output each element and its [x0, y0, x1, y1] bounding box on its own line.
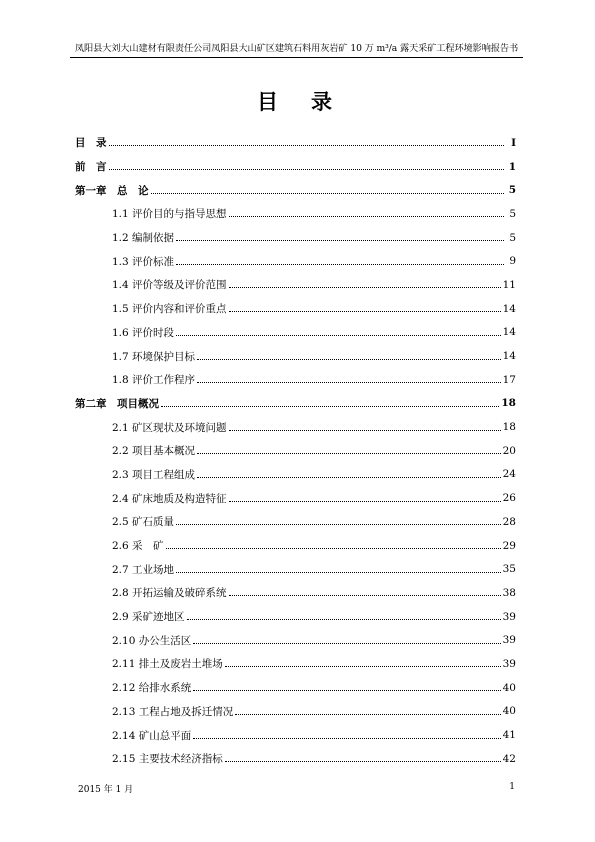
- toc-entry-label: 1.7 环境保护目标: [112, 350, 196, 363]
- toc-entry[interactable]: [75, 368, 516, 392]
- toc-entry[interactable]: [75, 676, 516, 700]
- dot-leader: [225, 666, 501, 667]
- dot-leader: [176, 264, 504, 265]
- toc-entry-page: 18: [501, 397, 516, 410]
- dot-leader: [176, 572, 501, 573]
- dot-leader: [229, 287, 501, 288]
- dot-leader: [187, 619, 501, 620]
- toc-entry-page: 5: [509, 231, 516, 244]
- toc-entry[interactable]: [75, 392, 516, 416]
- toc-entry-label: 2.4 矿床地质及构造特征: [112, 492, 227, 505]
- toc-entry-page: 20: [502, 444, 516, 457]
- toc-entry[interactable]: [75, 628, 516, 652]
- toc-entry-label: 1.3 评价标准: [112, 255, 175, 268]
- toc-entry[interactable]: [75, 415, 516, 439]
- dot-leader: [197, 382, 501, 383]
- toc-entry-label: 1.2 编制依据: [112, 232, 175, 245]
- toc-entry-page: 40: [502, 705, 516, 718]
- toc-entry-page: 5: [509, 207, 516, 220]
- footer-date: 2015 年 1 月: [78, 785, 134, 795]
- dot-leader: [151, 193, 505, 194]
- toc-entry-page: 24: [502, 468, 516, 481]
- dot-leader: [229, 311, 501, 312]
- toc-entry-page: 28: [502, 515, 516, 528]
- dot-leader: [176, 335, 501, 336]
- toc-entry-page: 26: [502, 492, 516, 505]
- toc-entry-page: 14: [502, 350, 516, 363]
- toc-entry[interactable]: [75, 652, 516, 676]
- dot-leader: [193, 738, 500, 739]
- dot-leader: [193, 690, 500, 691]
- toc-entry[interactable]: [75, 202, 516, 226]
- dot-leader: [229, 430, 501, 431]
- dot-leader: [109, 145, 505, 146]
- toc-entry[interactable]: [75, 344, 516, 368]
- toc-entry-label: 1.5 评价内容和评价重点: [112, 303, 227, 316]
- toc-entry-page: 38: [502, 586, 516, 599]
- toc-entry-page: 39: [502, 634, 516, 647]
- dot-leader: [193, 643, 500, 644]
- toc-entry-label: 2.5 矿石质量: [112, 516, 175, 529]
- toc-entry[interactable]: [75, 747, 516, 771]
- dot-leader: [229, 501, 501, 502]
- toc-entry[interactable]: [75, 297, 516, 321]
- toc-entry-page: 41: [502, 729, 516, 742]
- toc-entry-page: 14: [502, 302, 516, 315]
- toc-entry-page: 35: [502, 563, 516, 576]
- toc-entry-label: 2.14 矿山总平面: [112, 729, 192, 742]
- toc-entry-label: 2.11 排土及废岩土堆场: [112, 658, 223, 671]
- dot-leader: [229, 595, 501, 596]
- toc-entry[interactable]: [75, 439, 516, 463]
- dot-leader: [176, 240, 504, 241]
- toc-entry-page: 39: [502, 610, 516, 623]
- toc-entry-label: 2.15 主要技术经济指标: [112, 753, 223, 766]
- table-of-contents: [75, 131, 516, 771]
- toc-entry[interactable]: [75, 534, 516, 558]
- toc-entry-label: 2.10 办公生活区: [112, 634, 192, 647]
- dot-leader: [109, 169, 505, 170]
- toc-entry-label: 目 录: [75, 137, 107, 150]
- toc-entry-label: 1.8 评价工作程序: [112, 374, 196, 387]
- toc-entry-page: 17: [502, 373, 516, 386]
- dot-leader: [166, 548, 501, 549]
- toc-entry[interactable]: [75, 155, 516, 179]
- toc-entry[interactable]: [75, 723, 516, 747]
- toc-entry-label: 2.2 项目基本概况: [112, 445, 196, 458]
- toc-entry-page: I: [511, 136, 516, 149]
- dot-leader: [161, 406, 499, 407]
- toc-entry-label: 第二章 项目概况: [75, 397, 159, 410]
- toc-entry[interactable]: [75, 605, 516, 629]
- toc-entry-page: 11: [502, 278, 516, 291]
- toc-entry-label: 2.6 采 矿: [112, 540, 164, 553]
- toc-entry-label: 2.12 给排水系统: [112, 682, 192, 695]
- toc-entry-label: 1.1 评价目的与指导思想: [112, 208, 227, 221]
- dot-leader: [197, 359, 501, 360]
- toc-entry[interactable]: [75, 249, 516, 273]
- dot-leader: [197, 453, 501, 454]
- toc-entry-label: 2.13 工程占地及拆迁情况: [112, 705, 234, 718]
- toc-entry-label: 2.8 开拓运输及破碎系统: [112, 587, 227, 600]
- toc-entry-label: 1.6 评价时段: [112, 326, 175, 339]
- dot-leader: [225, 761, 501, 762]
- toc-entry-label: 2.1 矿区现状及环境问题: [112, 421, 227, 434]
- dot-leader: [197, 477, 501, 478]
- toc-entry-page: 29: [502, 539, 516, 552]
- toc-entry[interactable]: [75, 131, 516, 155]
- toc-entry-page: 40: [502, 681, 516, 694]
- running-header: 凤阳县大刘大山建材有限责任公司凤阳县大山矿区建筑石料用灰岩矿 10 万 m³/a 露天采矿工程环境影响报告书: [74, 43, 519, 54]
- toc-entry-label: 2.9 采矿迹地区: [112, 611, 185, 624]
- dot-leader: [229, 216, 504, 217]
- header-divider: [70, 57, 523, 58]
- toc-entry-page: 1: [508, 160, 516, 173]
- toc-entry-page: 18: [502, 421, 516, 434]
- toc-entry[interactable]: [75, 226, 516, 250]
- toc-entry[interactable]: [75, 510, 516, 534]
- toc-entry[interactable]: [75, 486, 516, 510]
- toc-entry-label: 2.7 工业场地: [112, 563, 175, 576]
- toc-entry[interactable]: [75, 581, 516, 605]
- toc-entry-page: 39: [502, 657, 516, 670]
- toc-entry-page: 42: [502, 752, 516, 765]
- toc-entry[interactable]: [75, 700, 516, 724]
- toc-entry[interactable]: [75, 273, 516, 297]
- toc-entry-label: 前 言: [75, 161, 107, 174]
- dot-leader: [235, 714, 500, 715]
- toc-entry-label: 第一章 总 论: [75, 184, 149, 197]
- toc-entry[interactable]: [75, 178, 516, 202]
- footer-page-number: 1: [509, 782, 515, 792]
- toc-entry[interactable]: [75, 557, 516, 581]
- toc-entry-label: 2.3 项目工程组成: [112, 468, 196, 481]
- toc-entry-label: 1.4 评价等级及评价范围: [112, 279, 227, 292]
- toc-entry[interactable]: [75, 463, 516, 487]
- toc-entry-page: 5: [508, 184, 516, 197]
- toc-entry[interactable]: [75, 321, 516, 345]
- toc-entry-page: 9: [509, 255, 516, 268]
- toc-entry-page: 14: [502, 326, 516, 339]
- page-title: 目 录: [257, 90, 338, 114]
- dot-leader: [176, 524, 501, 525]
